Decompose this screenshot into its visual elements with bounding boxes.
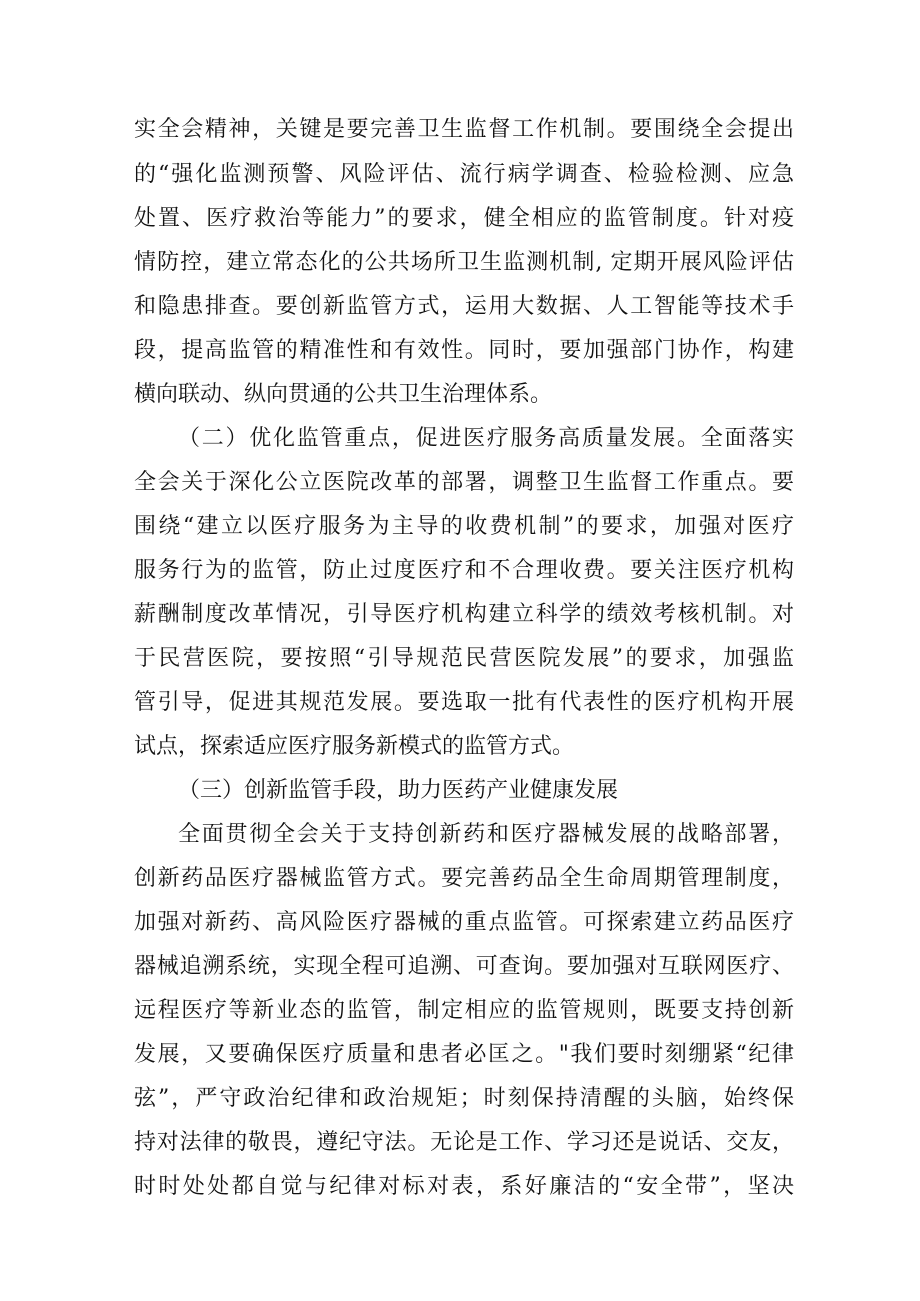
text-line: 发展，又要确保医疗质量和患者必匡之。"我们要时刻绷紧“纪律 <box>134 1042 794 1067</box>
text-line: 全会关于深化公立医院改革的部署，调整卫生监督工作重点。要 <box>134 470 794 495</box>
text-line: 管引导，促进其规范发展。要选取一批有代表性的医疗机构开展 <box>134 690 794 715</box>
text-line: 全面贯彻全会关于支持创新药和医疗器械发展的战略部署， <box>178 822 794 847</box>
text-line: 时时处处都自觉与纪律对标对表，系好廉洁的“安全带”，坚决 <box>134 1174 794 1199</box>
section-heading-2: （二）优化监管重点，促进医疗服务高质量发展。全面落实 <box>178 426 794 451</box>
text-line: 情防控，建立常态化的公共场所卫生监测机制, 定期开展风险评估 <box>134 250 794 275</box>
text-line: 处置、医疗救治等能力”的要求，健全相应的监管制度。针对疫 <box>134 206 794 231</box>
text-line: 试点，探索适应医疗服务新模式的监管方式。 <box>134 734 575 759</box>
text-line: 远程医疗等新业态的监管，制定相应的监管规则，既要支持创新 <box>134 998 794 1023</box>
text-line: 围绕“建立以医疗服务为主导的收费机制”的要求，加强对医疗 <box>134 514 794 539</box>
text-line: 横向联动、纵向贯通的公共卫生治理体系。 <box>134 382 553 407</box>
text-line: 弦”，严守政治纪律和政治规矩；时刻保持清醒的头脑，始终保 <box>134 1086 794 1111</box>
text-line: 和隐患排查。要创新监管方式，运用大数据、人工智能等技术手 <box>134 294 794 319</box>
text-line: 创新药品医疗器械监管方式。要完善药品全生命周期管理制度， <box>134 866 794 891</box>
text-line: 加强对新药、高风险医疗器械的重点监管。可探索建立药品医疗 <box>134 910 794 935</box>
text-line: 持对法律的敬畏，遵纪守法。无论是工作、学习还是说话、交友， <box>134 1130 794 1155</box>
text-line: 于民营医院，要按照“引导规范民营医院发展”的要求，加强监 <box>134 646 794 671</box>
text-line: 段，提高监管的精准性和有效性。同时，要加强部门协作，构建 <box>134 338 794 363</box>
text-line: 实全会精神，关键是要完善卫生监督工作机制。要围绕全会提出 <box>134 117 794 142</box>
text-line: 薪酬制度改革情况，引导医疗机构建立科学的绩效考核机制。对 <box>134 602 794 627</box>
section-heading-3: （三）创新监管手段，助力医药产业健康发展 <box>178 778 619 803</box>
text-line: 服务行为的监管，防止过度医疗和不合理收费。要关注医疗机构 <box>134 558 794 583</box>
text-line: 器械追溯系统，实现全程可追溯、可查询。要加强对互联网医疗、 <box>134 954 794 979</box>
text-line: 的“强化监测预警、风险评估、流行病学调查、检验检测、应急 <box>134 162 794 187</box>
